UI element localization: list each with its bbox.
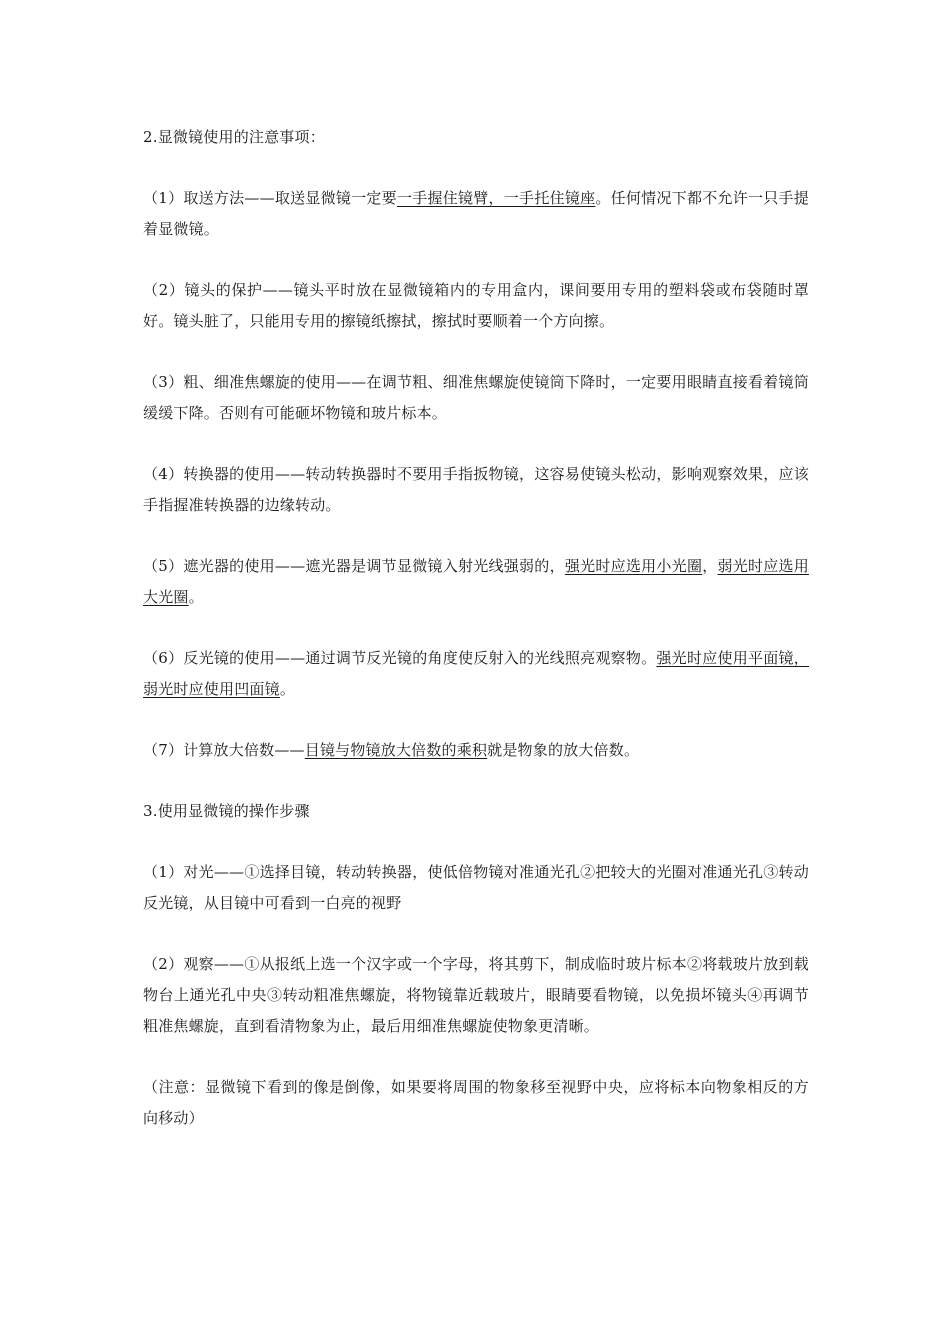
underlined-text: 强光时应选用小光圈 <box>564 557 703 575</box>
text-segment: （7）计算放大倍数—— <box>143 741 305 759</box>
underlined-text: 强光时应使用平面镜，弱光时应使用凹面镜 <box>143 649 809 698</box>
section-2-items <box>143 183 809 766</box>
section-2-item <box>143 367 809 429</box>
text-segment: 。 <box>279 680 296 698</box>
underlined-text: 一手握住镜臂，一手托住镜座 <box>396 189 596 207</box>
section-2-title: 2.显微镜使用的注意事项： <box>143 128 325 146</box>
section-3-item <box>143 949 809 1042</box>
section-2-item <box>143 275 809 337</box>
section-2-item <box>143 643 809 705</box>
underlined-text: 弱光时应选用大光圈 <box>143 557 809 606</box>
section-3-note <box>143 1072 809 1134</box>
text-segment: 就是物象的放大倍数。 <box>487 741 640 759</box>
section-2-item <box>143 735 809 766</box>
text-segment: （6）反光镜的使用——通过调节反光镜的角度使反射入的光线照亮观察物。 <box>143 649 657 667</box>
text-segment: （1）取送方法——取送显微镜一定要 <box>143 189 397 207</box>
text-segment: ， <box>702 557 718 575</box>
section-3-items <box>143 857 809 1134</box>
section-3-item <box>143 857 809 919</box>
document-page <box>143 122 809 1164</box>
section-2-item <box>143 183 809 245</box>
section-2-item <box>143 551 809 613</box>
text-segment: （1）对光——①选择目镜，转动转换器，使低倍物镜对准通光孔②把较大的光圈对准通光孔③转动反光镜，从目镜中可看到一白亮的视野 <box>143 863 809 912</box>
section-2-item <box>143 459 809 521</box>
text-segment: 。 <box>188 588 204 606</box>
text-segment: 。任何情况下都不允许一只手提着显微镜。 <box>143 189 809 238</box>
text-segment: （注意：显微镜下看到的像是倒像，如果要将周围的物象移至视野中央，应将标本向物象相反的方向移动） <box>143 1078 809 1127</box>
text-segment: （2）观察——①从报纸上选一个汉字或一个字母，将其剪下，制成临时玻片标本②将载玻片放到载物台上通光孔中央③转动粗准焦螺旋，将物镜靠近载玻片，眼睛要看物镜，以免损坏镜头④再调节粗准焦螺旋，直到看清物象为止，最后用细准焦螺旋使物象更清晰。 <box>143 955 809 1035</box>
text-segment: （5）遮光器的使用——遮光器是调节显微镜入射光线强弱的， <box>143 557 565 575</box>
text-segment: （4）转换器的使用——转动转换器时不要用手指扳物镜，这容易使镜头松动，影响观察效果，应该手指握准转换器的边缘转动。 <box>143 465 809 514</box>
text-segment: （2）镜头的保护——镜头平时放在显微镜箱内的专用盒内，课间要用专用的塑料袋或布袋随时罩好。镜头脏了，只能用专用的擦镜纸擦拭，擦拭时要顺着一个方向擦。 <box>143 281 809 330</box>
section-3-title: 3.使用显微镜的操作步骤 <box>143 802 310 820</box>
text-segment: （3）粗、细准焦螺旋的使用——在调节粗、细准焦螺旋使镜筒下降时，一定要用眼睛直接看着镜筒缓缓下降。否则有可能砸坏物镜和玻片标本。 <box>143 373 809 422</box>
underlined-text: 目镜与物镜放大倍数的乘积 <box>304 741 488 759</box>
